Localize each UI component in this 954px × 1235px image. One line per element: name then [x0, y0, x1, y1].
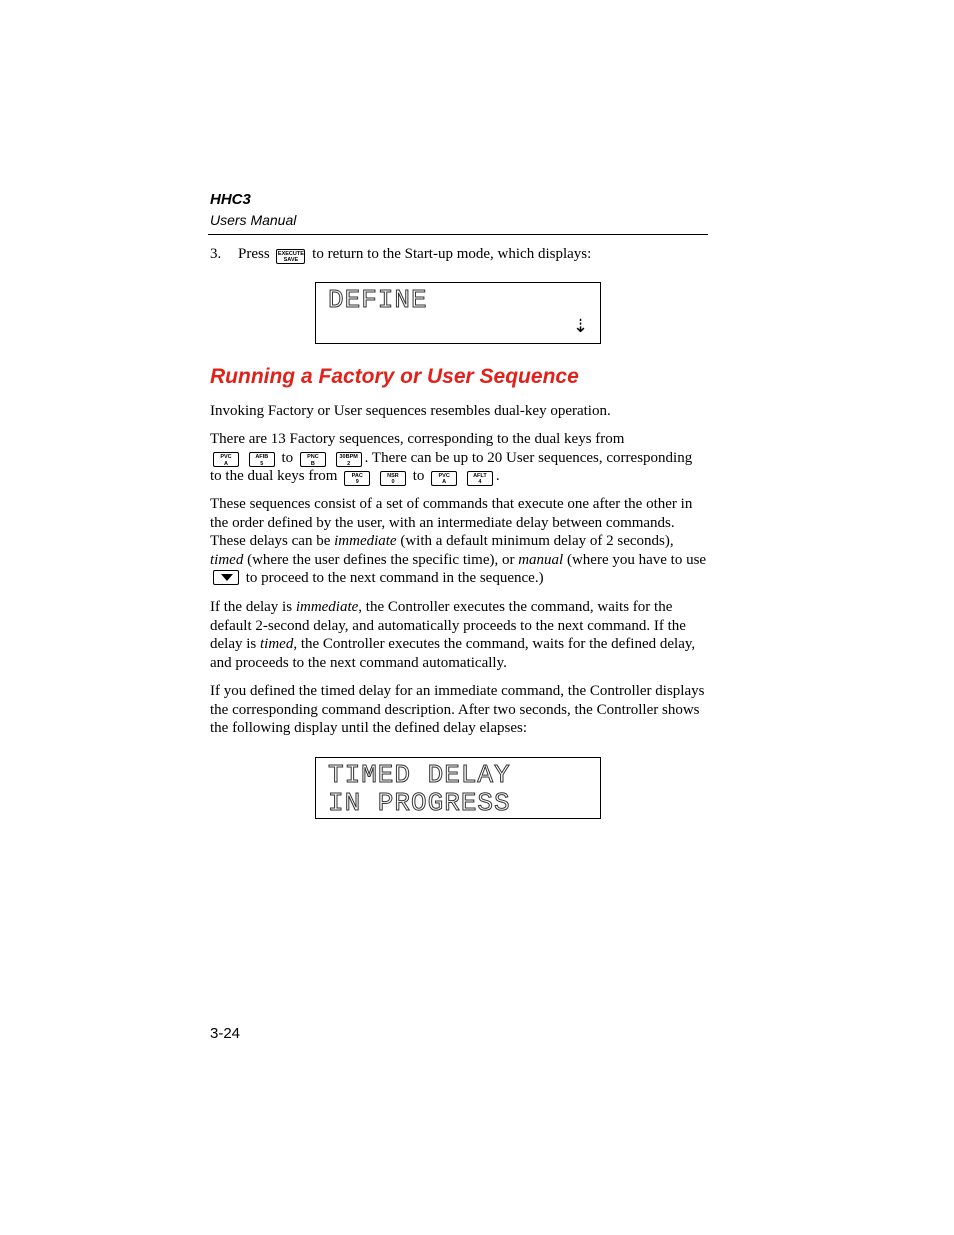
execute-save-key-icon: EXECUTE SAVE — [277, 250, 304, 263]
header-subtitle: Users Manual — [210, 212, 297, 228]
nsr-0-key-icon: NSR 0 — [380, 471, 406, 486]
header-title: HHC3 — [210, 191, 251, 208]
page-number: 3-24 — [210, 1025, 241, 1042]
pvc-a-key-icon: PVC A — [213, 452, 239, 467]
header-rule — [208, 234, 708, 235]
paragraph-3: These sequences consist of a set of commands that execute one after the other in the order defined by the user, with an intermediate delay between commands. These delays can be immediate (with a default minimum delay of 2 seconds), timed (where the user defines the specific time), or manual (where you have to use to proceed to the next command in the sequence.) — [210, 496, 707, 587]
lcd-display-timed-delay — [315, 757, 601, 819]
afib-5-key-icon: AFIB 5 — [249, 452, 275, 467]
pac-9-key-icon: PAC 9 — [344, 471, 370, 486]
pvc-a-key-icon-2: PVC A — [431, 471, 457, 486]
lcd-display-define — [315, 282, 601, 344]
lcd-line-1: DEFINE — [328, 285, 428, 315]
paragraph-2: There are 13 Factory sequences, corresponding to the dual keys from PVC A AFIB 5 to PNC B 30BPM 2 . There can be up to 20 User sequences, corresponding to the dual keys from PAC 9 NSR 0 to PVC A AFLT 4 . — [210, 431, 693, 486]
step-3 — [210, 245, 710, 264]
step-number: 3. — [210, 246, 222, 262]
paragraph-1: Invoking Factory or User sequences resembles dual-key operation. — [210, 403, 611, 419]
down-arrow-icon: ⇣ — [572, 316, 588, 337]
30bpm-2-key-icon: 30BPM 2 — [336, 452, 362, 467]
pnc-b-key-icon: PNC B — [300, 452, 326, 467]
aflt-4-key-icon: AFLT 4 — [467, 471, 493, 486]
paragraph-4: If the delay is immediate, the Controller executes the command, waits for the default 2-second delay, and automatically proceeds to the next command. If the delay is timed, the Controller executes the command, waits for the defined delay, and proceeds to the next command automatically. — [210, 599, 696, 671]
step-rest-text: to return to the Start-up mode, which displays: — [312, 246, 592, 262]
section-title: Running a Factory or User Sequence — [210, 365, 579, 388]
lcd-line-2: IN PROGRESS — [328, 788, 511, 818]
lcd-line-1: TIMED DELAY — [328, 760, 511, 790]
step-press-text: Press — [238, 246, 270, 262]
down-arrow-key-icon — [213, 570, 239, 585]
paragraph-5: If you defined the timed delay for an immediate command, the Controller displays the corresponding command description. After two seconds, the Controller shows the following display until the defined delay elapses: — [210, 683, 705, 737]
